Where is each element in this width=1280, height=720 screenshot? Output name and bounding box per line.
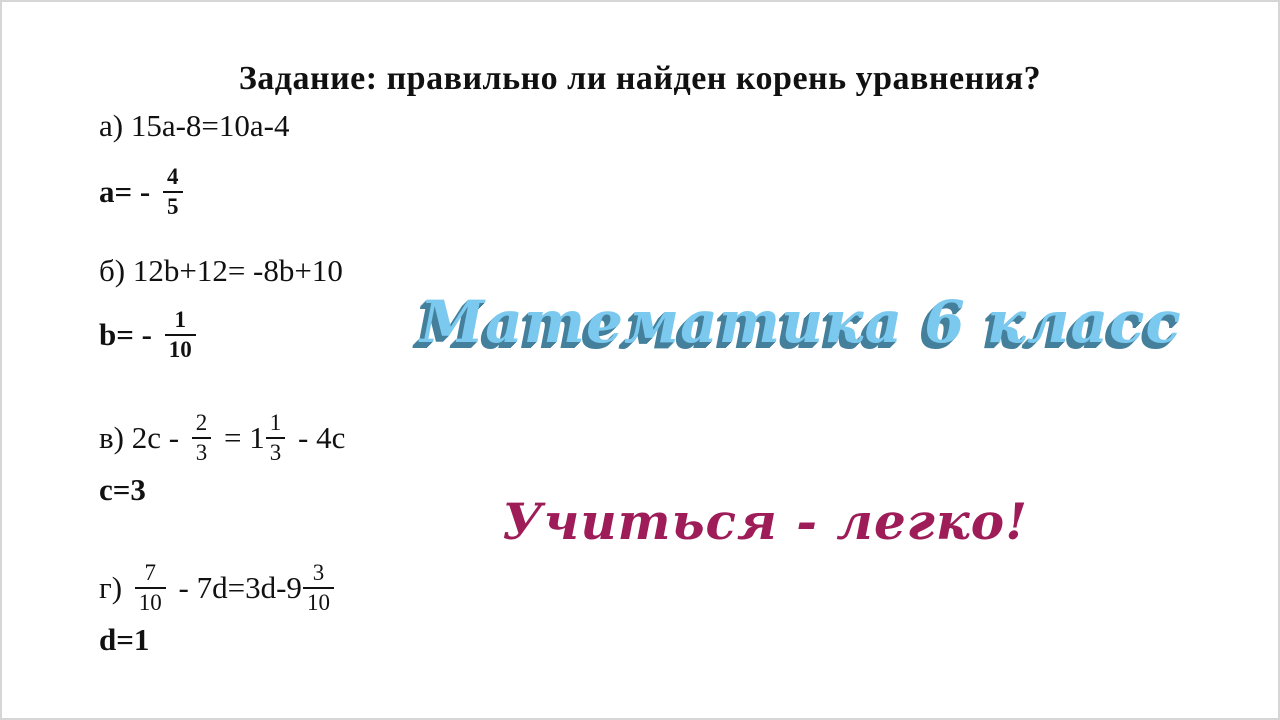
problem-b-equation-text: б) 12b+12= -8b+10 [99, 253, 343, 288]
problem-a-equation [99, 108, 289, 144]
problem-b-answer [99, 297, 201, 373]
fraction-numerator: 4 [163, 164, 183, 193]
problem-v-answer-text: c=3 [99, 472, 146, 507]
fraction-numerator: 7 [135, 560, 166, 589]
fraction-denominator: 5 [167, 194, 179, 219]
problem-g-fraction-2 [303, 560, 334, 617]
problem-v-fraction-2 [266, 410, 286, 467]
problem-v-lead: в) 2c - [99, 420, 187, 455]
fraction-numerator: 3 [303, 560, 334, 589]
problem-v-equation [99, 402, 345, 474]
problem-g-fraction-1 [135, 560, 166, 617]
problem-a-equation-text: а) 15a-8=10a-4 [99, 108, 290, 143]
mixed-whole: 1 [249, 420, 265, 455]
task-title: Задание: правильно ли найден корень уравнения? [238, 60, 1042, 97]
fraction-numerator: 1 [165, 307, 196, 336]
problem-v-fraction-1 [192, 410, 212, 467]
fraction-numerator: 2 [192, 410, 212, 439]
problem-g-equation [99, 552, 339, 624]
problem-g-lead: г) [99, 570, 130, 605]
problem-a-answer-fraction [163, 164, 183, 221]
problem-g-answer [99, 622, 149, 658]
problem-v-answer [99, 472, 146, 508]
fraction-numerator: 1 [266, 410, 286, 439]
problem-v-mixed-number [249, 410, 290, 467]
fraction-denominator: 10 [138, 590, 162, 615]
slogan-watermark: Учиться - легко! [502, 492, 1029, 551]
fraction-denominator: 3 [269, 440, 282, 465]
fraction-denominator: 10 [306, 590, 330, 615]
problem-b-equation [99, 253, 343, 289]
fraction-denominator: 3 [195, 440, 208, 465]
course-watermark: Математика 6 класс [420, 288, 1182, 356]
problem-a-answer-prefix: a= - [99, 174, 158, 209]
problem-v-tail: - 4c [290, 420, 346, 455]
problem-g-answer-text: d=1 [99, 622, 150, 657]
fraction-denominator: 10 [168, 337, 192, 362]
problem-v-middle: = [216, 420, 250, 455]
problem-b-answer-prefix: b= - [99, 317, 160, 352]
problem-a-answer [99, 154, 188, 230]
problem-g-middle: - 7d=3d-9 [170, 570, 302, 605]
problem-b-answer-fraction [165, 307, 196, 364]
